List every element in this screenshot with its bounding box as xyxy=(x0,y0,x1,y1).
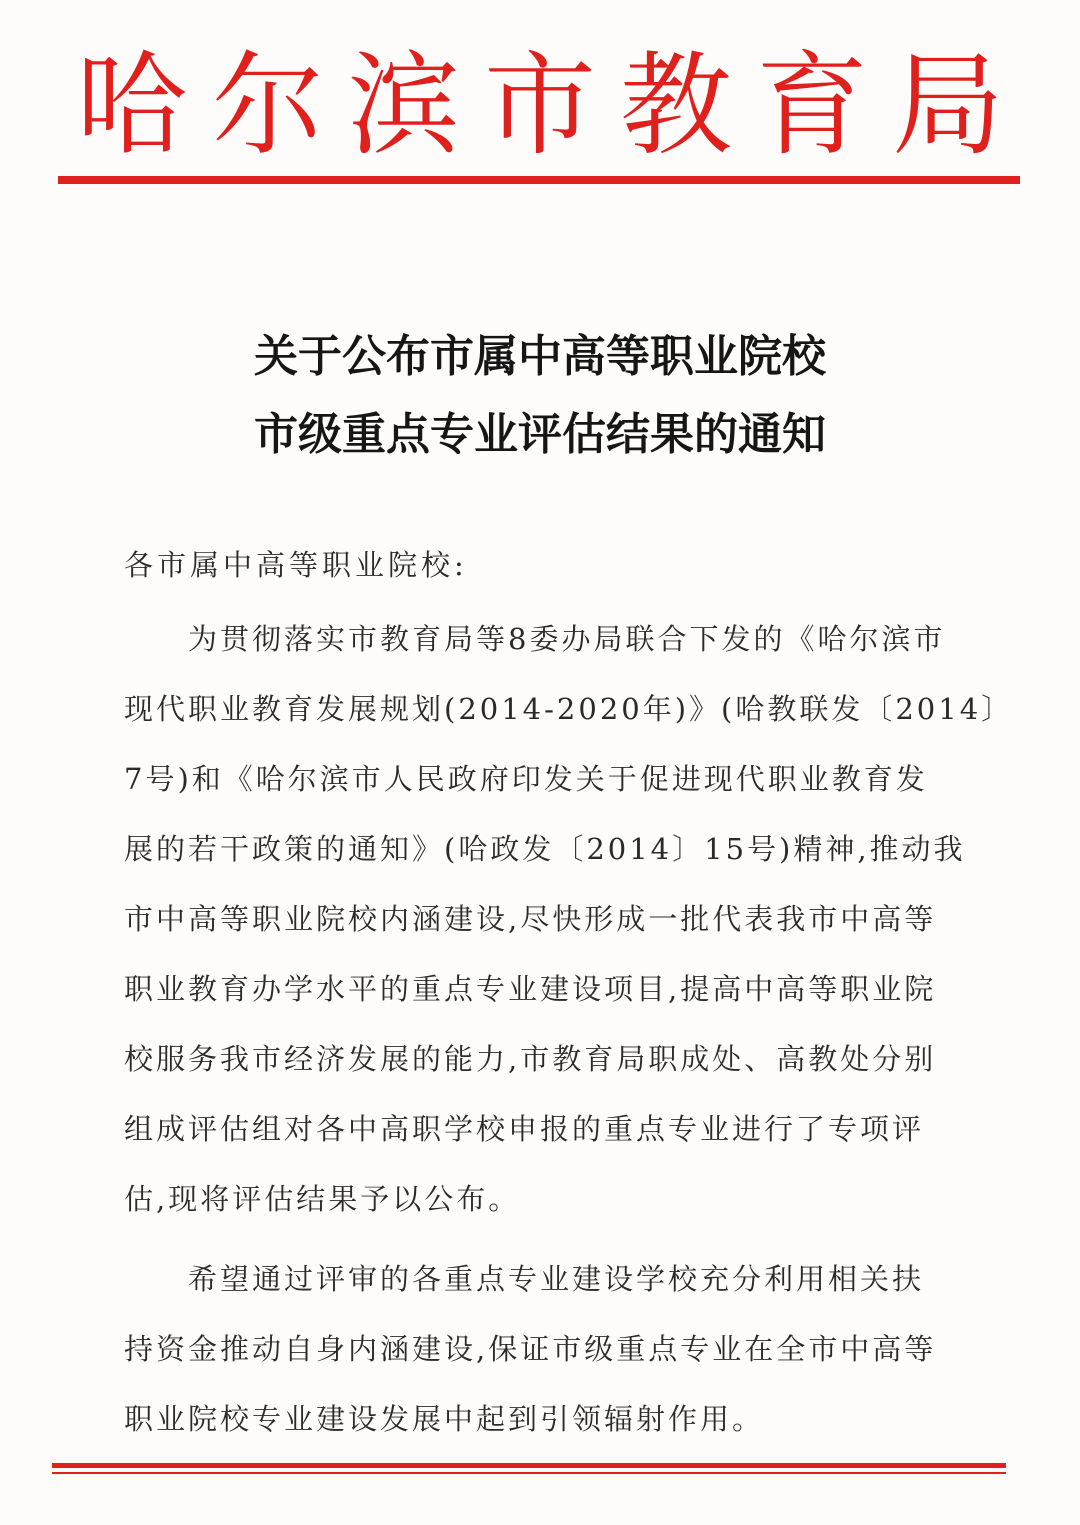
paragraph-line: 7号)和《哈尔滨市人民政府印发关于促进现代职业教育发 xyxy=(124,762,928,796)
paragraph-line: 估,现将评估结果予以公布。 xyxy=(124,1182,521,1216)
paragraph-2 xyxy=(124,1244,936,1454)
paragraph-line: 组成评估组对各中高职学校申报的重点专业进行了专项评 xyxy=(124,1112,925,1146)
paragraph-line: 校服务我市经济发展的能力,市教育局职成处、高教处分别 xyxy=(124,1042,937,1076)
paragraph-line: 现代职业教育发展规划(2014-2020年)》(哈教联发〔2014〕 xyxy=(124,692,1014,726)
issuer-masthead: 哈尔滨市教育局 xyxy=(76,41,1028,171)
paragraph-line: 希望通过评审的各重点专业建设学校充分利用相关扶 xyxy=(188,1262,925,1296)
document-title xyxy=(0,318,1080,474)
paragraph-line: 为贯彻落实市教育局等8委办局联合下发的《哈尔滨市 xyxy=(188,622,946,656)
document-title-line-2: 市级重点专业评估结果的通知 xyxy=(254,409,826,460)
masthead-red-rule xyxy=(58,176,1020,184)
document-title-line-1: 关于公布市属中高等职业院校 xyxy=(254,331,826,382)
paragraph-line: 展的若干政策的通知》(哈政发〔2014〕15号)精神,推动我 xyxy=(124,832,966,866)
paragraph-line: 市中高等职业院校内涵建设,尽快形成一批代表我市中高等 xyxy=(124,902,937,936)
paragraph-line: 持资金推动自身内涵建设,保证市级重点专业在全市中高等 xyxy=(124,1332,937,1366)
footer-red-rule xyxy=(52,1463,1006,1468)
paragraph-line: 职业教育办学水平的重点专业建设项目,提高中高等职业院 xyxy=(124,972,937,1006)
paragraph-1 xyxy=(124,604,1013,1234)
footer-red-rule-thin xyxy=(52,1472,1006,1474)
paragraph-line: 职业院校专业建设发展中起到引领辐射作用。 xyxy=(124,1402,765,1436)
salutation: 各市属中高等职业院校: xyxy=(124,548,468,582)
